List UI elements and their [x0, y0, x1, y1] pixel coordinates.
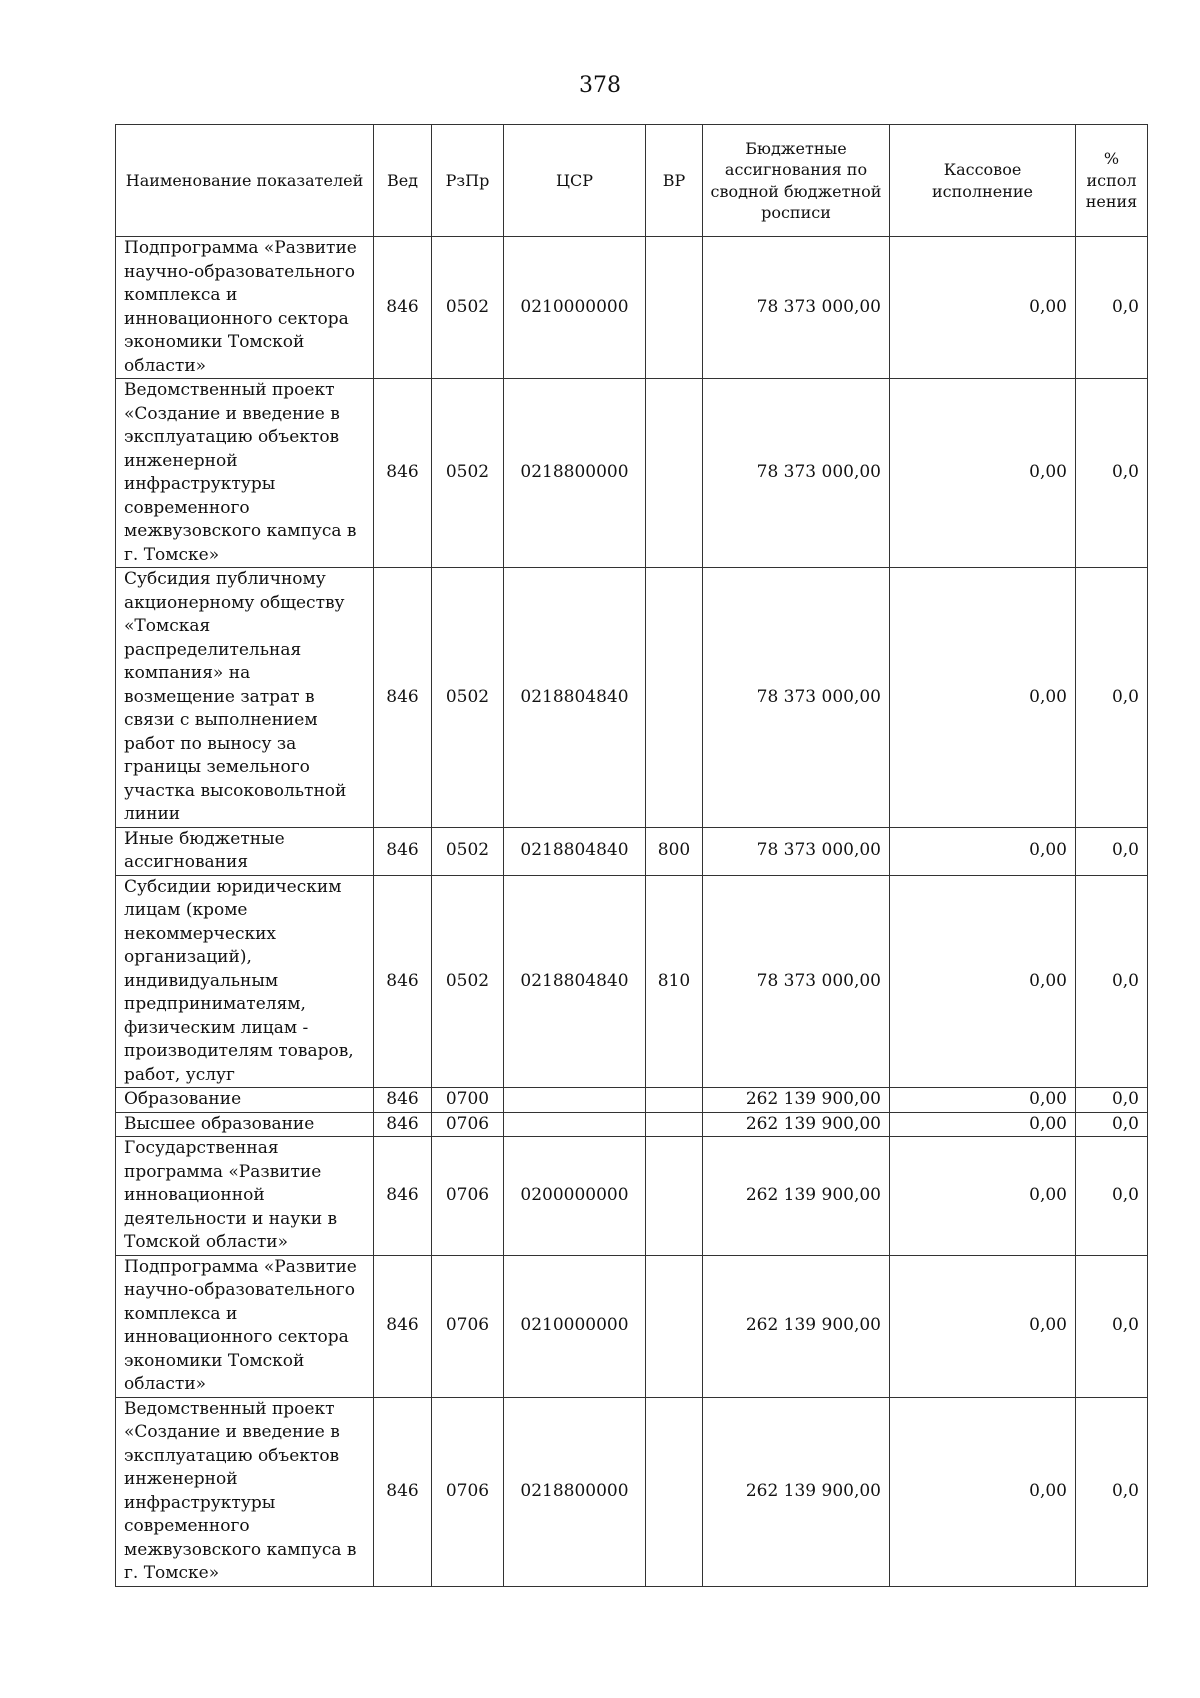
- cell-csr: 0210000000: [504, 1255, 646, 1397]
- cell-pct: 0,0: [1076, 827, 1148, 875]
- cell-cash: 0,00: [890, 1088, 1076, 1113]
- table-row: [116, 379, 1148, 568]
- cell-csr: 0218804840: [504, 875, 646, 1088]
- cell-cash: 0,00: [890, 827, 1076, 875]
- cell-csr: 0210000000: [504, 237, 646, 379]
- cell-vr: [646, 1255, 703, 1397]
- cell-vr: [646, 568, 703, 828]
- header-csr: ЦСР: [504, 125, 646, 237]
- cell-rzpr: 0502: [432, 827, 504, 875]
- cell-rzpr: 0502: [432, 379, 504, 568]
- cell-pct: 0,0: [1076, 1397, 1148, 1586]
- cell-name: Ведомственный проект «Создание и введение в эксплуатацию объектов инженерной инфраструктуры современного межвузовского кампуса в г. Томске»: [116, 1397, 374, 1586]
- header-budget: Бюджетные ассигнования по сводной бюджетной росписи: [703, 125, 890, 237]
- cell-vr: [646, 1088, 703, 1113]
- cell-rzpr: 0706: [432, 1255, 504, 1397]
- cell-csr: 0218800000: [504, 379, 646, 568]
- cell-pct: 0,0: [1076, 568, 1148, 828]
- cell-csr: 0200000000: [504, 1137, 646, 1256]
- header-rzpr: РзПр: [432, 125, 504, 237]
- cell-vr: [646, 1397, 703, 1586]
- cell-name: Подпрограмма «Развитие научно-образовательного комплекса и инновационного сектора экономики Томской области»: [116, 1255, 374, 1397]
- cell-csr: 0218804840: [504, 568, 646, 828]
- cell-ved: 846: [374, 1112, 432, 1137]
- table-row: [116, 237, 1148, 379]
- cell-budget: 78 373 000,00: [703, 875, 890, 1088]
- table-header-row: [116, 125, 1148, 237]
- cell-cash: 0,00: [890, 875, 1076, 1088]
- budget-table: [115, 124, 1148, 1587]
- cell-rzpr: 0706: [432, 1112, 504, 1137]
- cell-name: Образование: [116, 1088, 374, 1113]
- cell-rzpr: 0706: [432, 1397, 504, 1586]
- cell-vr: 800: [646, 827, 703, 875]
- cell-cash: 0,00: [890, 1397, 1076, 1586]
- table-row: [116, 568, 1148, 828]
- cell-budget: 262 139 900,00: [703, 1112, 890, 1137]
- cell-pct: 0,0: [1076, 1112, 1148, 1137]
- cell-csr: 0218800000: [504, 1397, 646, 1586]
- cell-ved: 846: [374, 1255, 432, 1397]
- table-row: [116, 1255, 1148, 1397]
- page-number: 378: [579, 73, 621, 98]
- cell-pct: 0,0: [1076, 1088, 1148, 1113]
- cell-cash: 0,00: [890, 237, 1076, 379]
- table-row: [116, 1112, 1148, 1137]
- header-vr: ВР: [646, 125, 703, 237]
- cell-cash: 0,00: [890, 568, 1076, 828]
- header-pct: % испол нения: [1076, 125, 1148, 237]
- header-name: Наименование показателей: [116, 125, 374, 237]
- cell-ved: 846: [374, 237, 432, 379]
- cell-budget: 262 139 900,00: [703, 1255, 890, 1397]
- cell-pct: 0,0: [1076, 1255, 1148, 1397]
- cell-pct: 0,0: [1076, 237, 1148, 379]
- cell-ved: 846: [374, 568, 432, 828]
- table-row: [116, 875, 1148, 1088]
- cell-vr: [646, 379, 703, 568]
- cell-budget: 262 139 900,00: [703, 1137, 890, 1256]
- cell-budget: 78 373 000,00: [703, 237, 890, 379]
- header-ved: Вед: [374, 125, 432, 237]
- cell-ved: 846: [374, 875, 432, 1088]
- cell-name: Иные бюджетные ассигнования: [116, 827, 374, 875]
- cell-budget: 78 373 000,00: [703, 568, 890, 828]
- cell-pct: 0,0: [1076, 379, 1148, 568]
- header-cash: Кассовое исполнение: [890, 125, 1076, 237]
- cell-csr: [504, 1088, 646, 1113]
- cell-rzpr: 0700: [432, 1088, 504, 1113]
- cell-cash: 0,00: [890, 1137, 1076, 1256]
- cell-vr: [646, 1112, 703, 1137]
- cell-rzpr: 0502: [432, 568, 504, 828]
- table-row: [116, 827, 1148, 875]
- cell-ved: 846: [374, 379, 432, 568]
- cell-name: Субсидия публичному акционерному обществу «Томская распределительная компания» на возмещение затрат в связи с выполнением работ по выносу за границы земельного участка высоковольтной линии: [116, 568, 374, 828]
- cell-vr: 810: [646, 875, 703, 1088]
- cell-csr: [504, 1112, 646, 1137]
- cell-vr: [646, 1137, 703, 1256]
- cell-cash: 0,00: [890, 379, 1076, 568]
- cell-budget: 262 139 900,00: [703, 1088, 890, 1113]
- cell-vr: [646, 237, 703, 379]
- cell-rzpr: 0502: [432, 875, 504, 1088]
- cell-name: Субсидии юридическим лицам (кроме некоммерческих организаций), индивидуальным предпринимателям, физическим лицам - производителям товаров, работ, услуг: [116, 875, 374, 1088]
- table-row: [116, 1397, 1148, 1586]
- cell-name: Ведомственный проект «Создание и введение в эксплуатацию объектов инженерной инфраструктуры современного межвузовского кампуса в г. Томске»: [116, 379, 374, 568]
- cell-pct: 0,0: [1076, 875, 1148, 1088]
- cell-cash: 0,00: [890, 1112, 1076, 1137]
- table-row: [116, 1088, 1148, 1113]
- cell-ved: 846: [374, 1088, 432, 1113]
- table-row: [116, 1137, 1148, 1256]
- cell-ved: 846: [374, 1397, 432, 1586]
- cell-rzpr: 0502: [432, 237, 504, 379]
- cell-rzpr: 0706: [432, 1137, 504, 1256]
- cell-name: Высшее образование: [116, 1112, 374, 1137]
- cell-pct: 0,0: [1076, 1137, 1148, 1256]
- cell-budget: 262 139 900,00: [703, 1397, 890, 1586]
- cell-name: Государственная программа «Развитие инновационной деятельности и науки в Томской области»: [116, 1137, 374, 1256]
- cell-ved: 846: [374, 827, 432, 875]
- cell-csr: 0218804840: [504, 827, 646, 875]
- cell-ved: 846: [374, 1137, 432, 1256]
- cell-name: Подпрограмма «Развитие научно-образовательного комплекса и инновационного сектора экономики Томской области»: [116, 237, 374, 379]
- cell-budget: 78 373 000,00: [703, 379, 890, 568]
- cell-budget: 78 373 000,00: [703, 827, 890, 875]
- cell-cash: 0,00: [890, 1255, 1076, 1397]
